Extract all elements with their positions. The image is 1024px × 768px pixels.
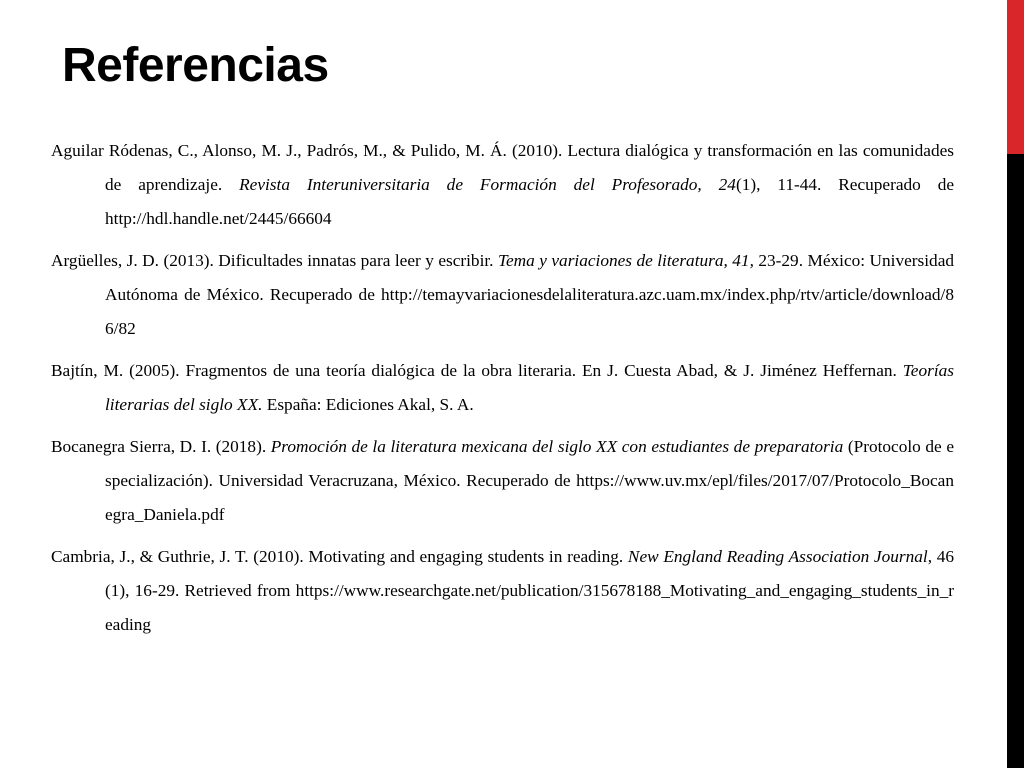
reference-text: España: Ediciones Akal, S. A.	[262, 395, 474, 414]
reference-cambria	[51, 540, 954, 642]
reference-bajtin	[51, 354, 954, 422]
reference-text: Aguilar Ródenas, C., Alonso, M. J., Padrós, M., & Pulido, M. Á. (2010). Lectura dialógica y transformación en las comunidades de aprendizaje.	[51, 141, 954, 194]
reference-italic: Teorías literarias del siglo XX.	[105, 361, 954, 414]
reference-bocanegra	[51, 430, 954, 532]
reference-aguilar	[51, 134, 954, 236]
reference-italic: Promoción de la literatura mexicana del siglo XX con estudiantes de preparatoria	[270, 437, 844, 456]
accent-bar-black	[1007, 154, 1024, 768]
reference-list	[51, 134, 954, 650]
reference-italic: Tema y variaciones de literatura, 41,	[497, 251, 754, 270]
reference-text: Argüelles, J. D. (2013). Dificultades innatas para leer y escribir.	[51, 251, 498, 270]
reference-text: , 46(1), 16-29. Retrieved from https://www.researchgate.net/publication/315678188_Motivating_and_engaging_students_in_reading	[105, 547, 955, 634]
accent-bar-red	[1007, 0, 1024, 154]
reference-italic: Revista Interuniversitaria de Formación del Profesorado, 24	[239, 175, 736, 194]
slide-title: Referencias	[62, 39, 329, 92]
reference-text: Cambria, J., & Guthrie, J. T. (2010). Motivating and engaging students in reading.	[51, 547, 628, 566]
reference-text: (Protocolo de especialización). Universidad Veracruzana, México. Recuperado de https://www.uv.mx/epl/files/2017/07/Protocolo_Bocanegra_Daniela.pdf	[105, 437, 954, 524]
reference-text: (1), 11-44. Recuperado de http://hdl.handle.net/2445/66604	[105, 175, 955, 228]
reference-arguelles	[51, 244, 954, 346]
reference-italic: New England Reading Association Journal	[627, 547, 928, 566]
reference-text: 23-29. México: Universidad Autónoma de México. Recuperado de http://temayvariacionesdelaliteratura.azc.uam.mx/index.php/rtv/article/download/86/82	[105, 251, 955, 338]
reference-text: Bocanegra Sierra, D. I. (2018).	[51, 437, 271, 456]
reference-text: Bajtín, M. (2005). Fragmentos de una teoría dialógica de la obra literaria. En J. Cuesta Abad, & J. Jiménez Heffernan.	[51, 361, 903, 380]
